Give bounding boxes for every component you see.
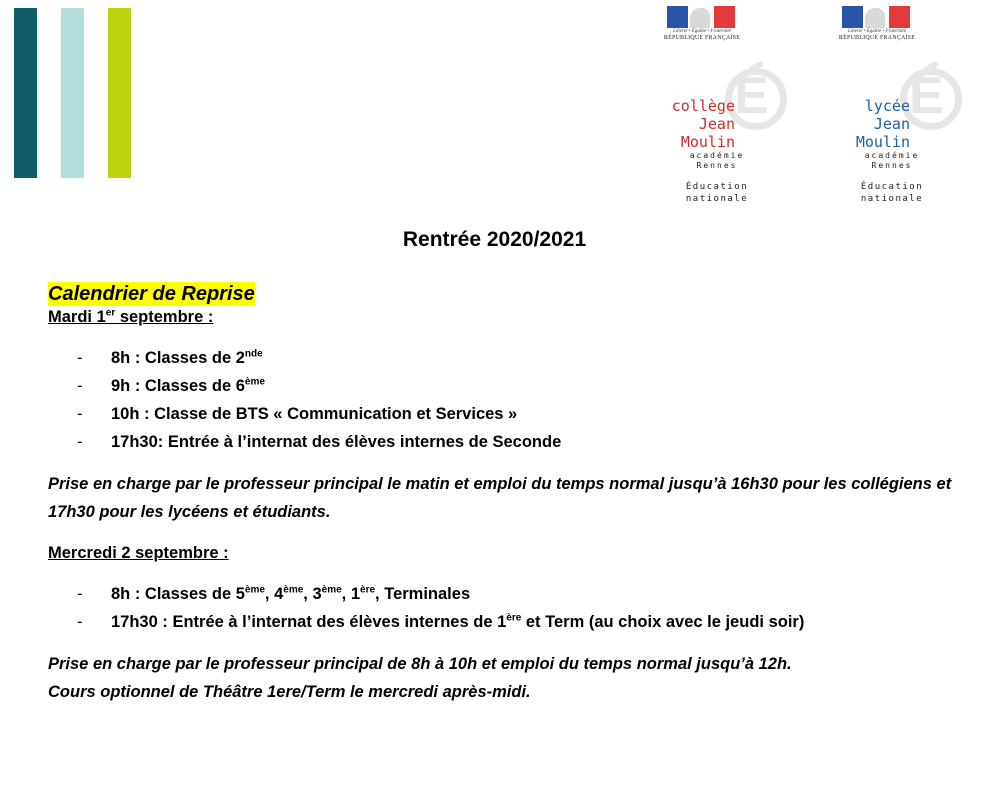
section-heading: Calendrier de Reprise <box>48 283 255 305</box>
decorative-bar-light-teal <box>61 8 84 178</box>
day2-date: Mercredi 2 septembre : <box>48 544 229 562</box>
lycee-logo <box>827 6 957 211</box>
republic-motto: Liberté • Égalité • Fraternité <box>848 29 906 34</box>
decorative-bar-teal <box>14 8 37 178</box>
academy-label <box>652 151 782 171</box>
list-item: - 8h : Classes de 5ème, 4ème, 3ème, 1ère, Terminales <box>77 584 471 603</box>
list-item: - 10h : Classe de BTS « Communication et Services » <box>77 405 518 423</box>
list-item: - 9h : Classes de 6ème <box>77 376 265 395</box>
marianne-flag-icon <box>842 6 910 28</box>
decorative-bar-lime <box>108 8 131 178</box>
document-body <box>48 282 968 706</box>
list-item: - 8h : Classes de 2nde <box>77 348 263 367</box>
school-name: Jean Moulin <box>855 115 910 151</box>
school-type: lycée <box>864 97 910 115</box>
e-letter-icon: É <box>909 67 944 125</box>
list-item: - 17h30 : Entrée à l’internat des élèves internes de 1ère et Term (au choix avec le jeudi soir) <box>77 612 805 631</box>
republic-motto: Liberté • Égalité • Fraternité <box>673 29 731 34</box>
day2-list <box>48 580 968 636</box>
ministry-line-1: Éducation <box>685 182 749 192</box>
ministry-label <box>827 181 957 205</box>
day2-note-2: Cours optionnel de Théâtre 1ere/Term le mercredi après-midi. <box>48 683 531 701</box>
republic-name: RÉPUBLIQUE FRANÇAISE <box>838 34 916 41</box>
academy-line-1: académie <box>864 151 920 160</box>
day1-note: Prise en charge par le professeur principal le matin et emploi du temps normal jusqu’à 16h30 pour les collégiens et 17h30 pour les lycéens et étudiants. <box>48 475 952 521</box>
academy-line-2: Rennes <box>871 161 913 170</box>
day2-note-1: Prise en charge par le professeur principal de 8h à 10h et emploi du temps normal jusqu’à 12h. <box>48 655 792 673</box>
academy-line-1: académie <box>689 151 745 160</box>
marianne-flag-icon <box>667 6 735 28</box>
ministry-line-2: nationale <box>685 194 749 204</box>
list-item: - 17h30: Entrée à l’internat des élèves internes de Seconde <box>77 433 562 451</box>
academy-label <box>827 151 957 171</box>
ministry-line-2: nationale <box>860 194 924 204</box>
ministry-label <box>652 181 782 205</box>
ministry-line-1: Éducation <box>860 182 924 192</box>
school-name: Jean Moulin <box>680 115 735 151</box>
e-letter-icon: É <box>734 67 769 125</box>
school-type: collège <box>671 97 735 115</box>
page-title: Rentrée 2020/2021 <box>402 228 587 251</box>
republic-name: RÉPUBLIQUE FRANÇAISE <box>663 34 741 41</box>
college-logo <box>652 6 782 211</box>
day1-list <box>48 344 968 456</box>
academy-line-2: Rennes <box>696 161 738 170</box>
day1-date: Mardi 1er septembre : <box>48 307 214 326</box>
